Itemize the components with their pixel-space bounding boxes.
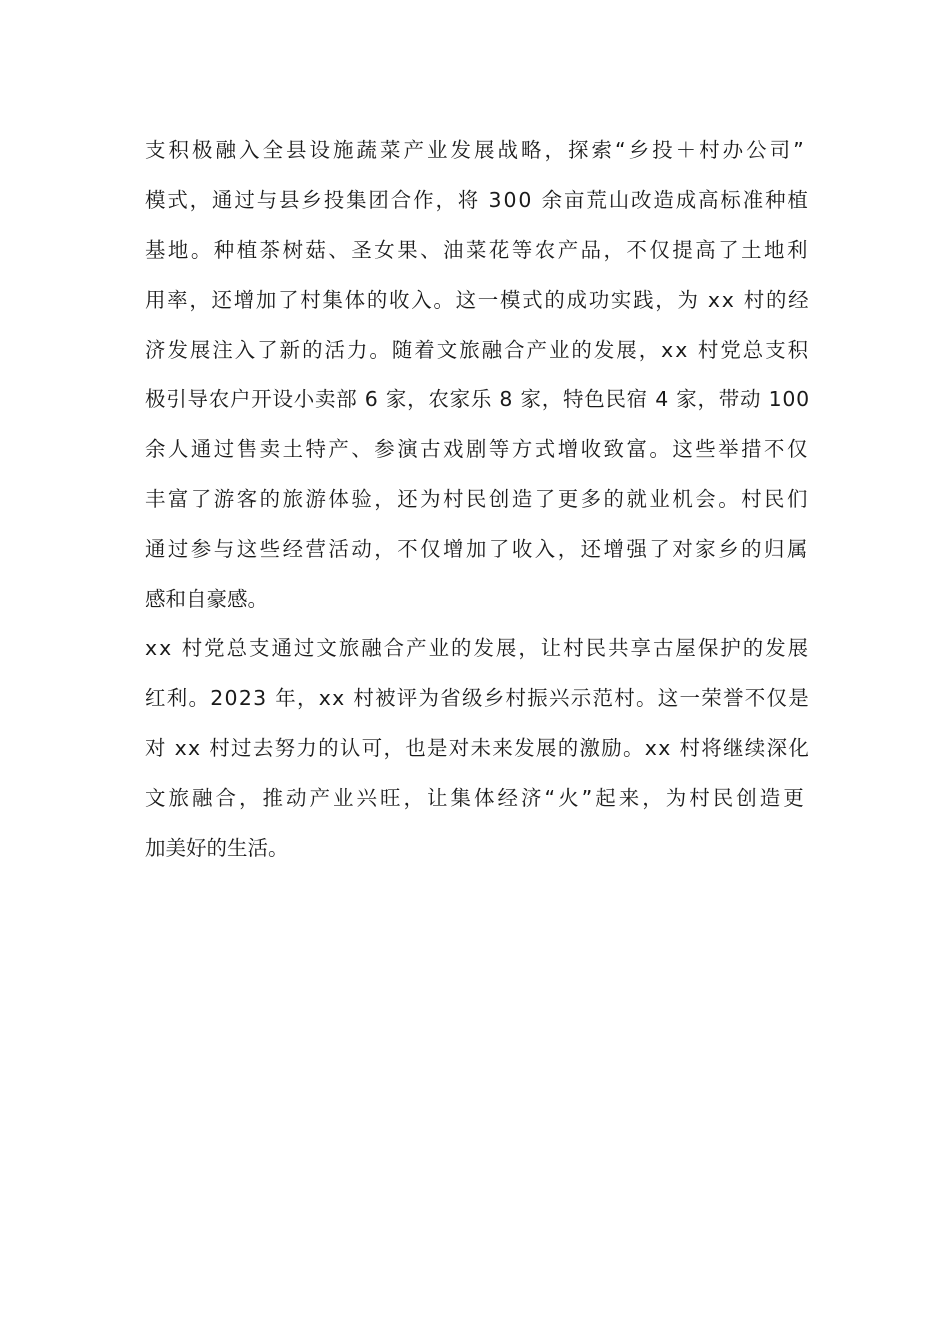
text-line: 支积极融入全县设施蔬菜产业发展战略，探索“乡投＋村办公司” bbox=[145, 138, 807, 162]
text-line: 文旅融合，推动产业兴旺，让集体经济“火”起来，为村民创造更 bbox=[145, 786, 807, 810]
text-line: 极引导农户开设小卖部 6 家，农家乐 8 家，特色民宿 4 家，带动 100 bbox=[145, 387, 810, 411]
text-line: 模式，通过与县乡投集团合作，将 300 余亩荒山改造成高标准种植 bbox=[145, 188, 810, 212]
text-line: 对 xx 村过去努力的认可，也是对未来发展的激励。xx 村将继续深化 bbox=[145, 736, 811, 760]
text-line: xx 村党总支通过文旅融合产业的发展，让村民共享古屋保护的发展 bbox=[145, 636, 811, 660]
text-line: 基地。种植茶树菇、圣女果、油菜花等农产品，不仅提高了土地利 bbox=[145, 238, 810, 262]
text-line: 加美好的生活。 bbox=[145, 836, 289, 860]
text-line: 丰富了游客的旅游体验，还为村民创造了更多的就业机会。村民们 bbox=[145, 487, 810, 511]
text-line: 通过参与这些经营活动，不仅增加了收入，还增强了对家乡的归属 bbox=[145, 537, 810, 561]
text-line: 感和自豪感。 bbox=[145, 587, 268, 611]
text-line: 济发展注入了新的活力。随着文旅融合产业的发展，xx 村党总支积 bbox=[145, 338, 811, 362]
text-line: 红利。2023 年，xx 村被评为省级乡村振兴示范村。这一荣誉不仅是 bbox=[145, 686, 810, 710]
text-line: 余人通过售卖土特产、参演古戏剧等方式增收致富。这些举措不仅 bbox=[145, 437, 810, 461]
text-line: 用率，还增加了村集体的收入。这一模式的成功实践，为 xx 村的经 bbox=[145, 288, 811, 312]
